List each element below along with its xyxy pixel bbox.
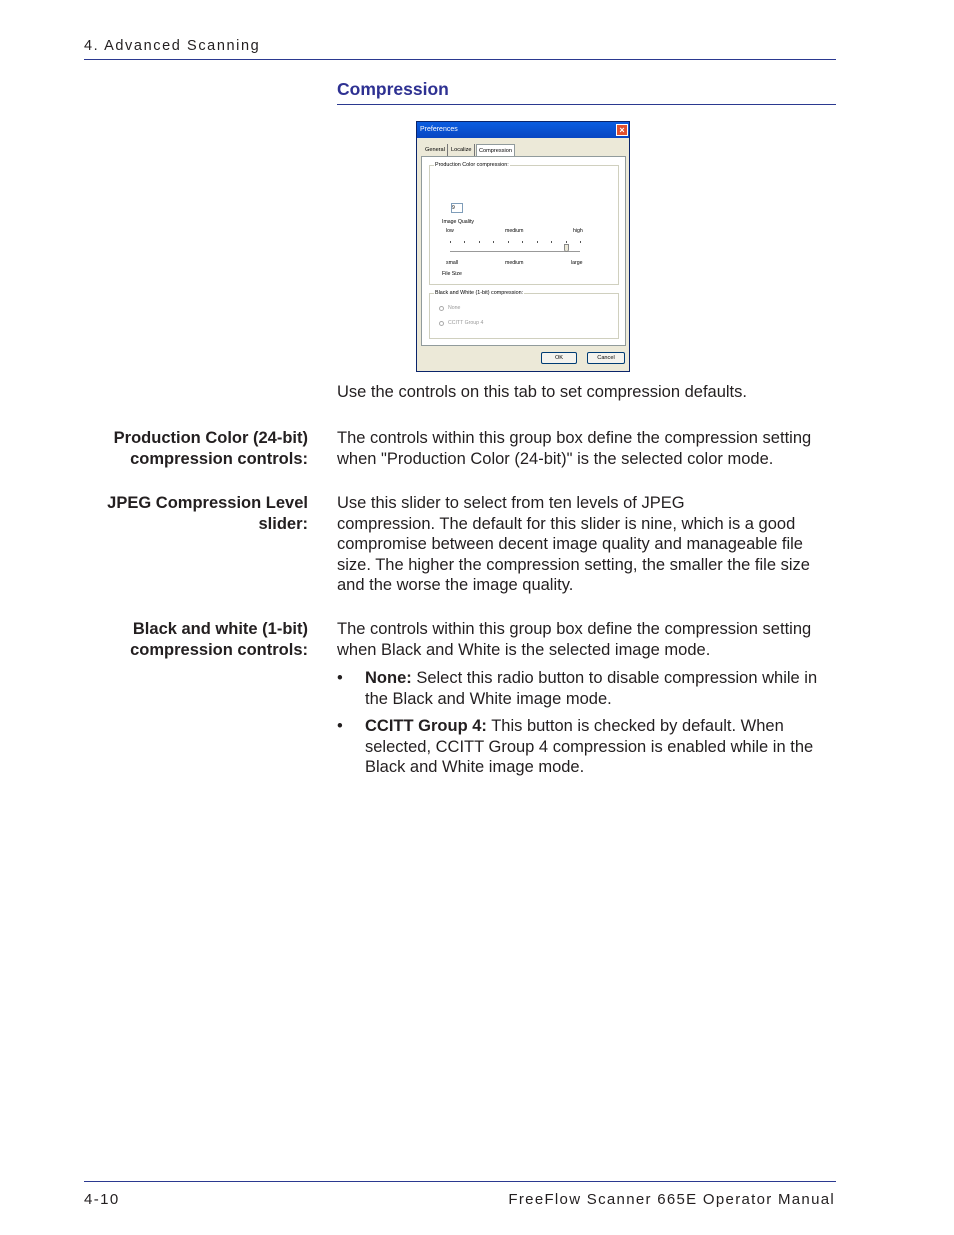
text-line: compromise between decent image quality and manageable file [337,535,803,553]
text-line: The controls within this group box define the compression setting [337,620,812,638]
page-number: 4-10 [84,1191,120,1208]
item-label [68,493,308,534]
label-line: compression controls: [130,640,308,659]
label-line: Production Color (24-bit) [113,429,308,447]
bullet-line: Black and White image mode. [365,758,585,776]
text-line: compression. The default for this slider is nine, which is a good [337,514,796,533]
label-line: compression controls: [130,449,308,468]
slider-tick [537,241,538,243]
slider-tick [566,241,567,243]
bw-group-label: Black and White (1-bit) compression: [435,290,524,296]
manual-title: FreeFlow Scanner 665E Operator Manual [508,1191,835,1208]
slider-tick [551,241,552,243]
tab-general[interactable]: General [423,144,448,156]
dialog-title: Preferences [420,126,458,133]
slider-tick [522,241,523,243]
slider-tick [580,241,581,243]
bullet-line: selected, CCITT Group 4 compression is enabled while in the [365,737,814,756]
slider-tick [493,241,494,243]
bullet-term: CCITT Group 4: [365,717,487,735]
label-line: JPEG Compression Level [107,494,308,512]
bullet-text: This button is checked by default. When [486,717,784,735]
radio-none-label: None [448,305,461,311]
quality-low-label: low [446,228,454,234]
cancel-button[interactable]: Cancel [587,352,625,364]
tab-panel [421,156,626,346]
bw-compression-group [429,290,619,339]
item-description [337,493,837,596]
label-line: slider: [258,514,308,533]
footer-rule [84,1181,836,1182]
image-quality-label: Image Quality [442,219,475,225]
close-icon[interactable]: × [616,124,628,136]
bullet-text: Select this radio button to disable compression while in [411,669,818,687]
text-line: size. The higher the compression setting, the smaller the file size [337,555,810,574]
jpeg-quality-slider[interactable] [450,251,580,252]
size-medium-label: medium [505,260,524,266]
text-line: when Black and White is the selected image mode. [337,640,711,659]
header-rule [84,59,836,60]
item-description [337,619,837,660]
size-small-label: small [446,260,459,266]
bullet-line [365,716,840,737]
text-line: when "Production Color (24-bit)" is the selected color mode. [337,449,774,468]
radio-ccitt[interactable] [439,321,444,326]
radio-ccitt-label: CCITT Group 4 [448,320,484,326]
quality-medium-label: medium [505,228,524,234]
size-large-label: large [571,260,583,266]
bullet-marker: • [337,669,343,687]
text-line: and the worse the image quality. [337,576,574,594]
item-label [68,619,308,660]
slider-tick [508,241,509,243]
dialog-title-bar [417,122,629,138]
section-rule [337,104,836,105]
slider-tick [479,241,480,243]
bullet-marker: • [337,717,343,735]
bullet-item [365,716,840,778]
preferences-dialog [416,121,630,372]
text-line: Use this slider to select from ten levels of JPEG [337,494,685,512]
item-label [68,428,308,469]
slider-tick [450,241,451,243]
file-size-label: File Size [442,271,462,277]
bullet-term: None: [365,669,412,687]
intro-text: Use the controls on this tab to set compression defaults. [337,383,747,401]
ok-button[interactable]: OK [541,352,577,364]
tab-compression[interactable]: Compression [476,144,515,157]
slider-tick [464,241,465,243]
item-description [337,428,837,469]
bullet-line: the Black and White image mode. [365,689,612,708]
radio-none[interactable] [439,306,444,311]
running-header: 4. Advanced Scanning [84,38,261,54]
bullet-line [365,668,840,689]
slider-thumb[interactable] [564,244,569,252]
bullet-item [365,668,840,709]
color-group-label: Production Color compression: [435,162,509,168]
label-line: Black and white (1-bit) [132,620,308,638]
text-line: The controls within this group box define the compression setting [337,429,812,447]
color-compression-group [429,162,619,285]
quality-value-field[interactable]: 9 [451,203,463,213]
tab-localize[interactable]: Localize [449,144,475,156]
quality-high-label: high [573,228,583,234]
section-title: Compression [337,79,449,99]
